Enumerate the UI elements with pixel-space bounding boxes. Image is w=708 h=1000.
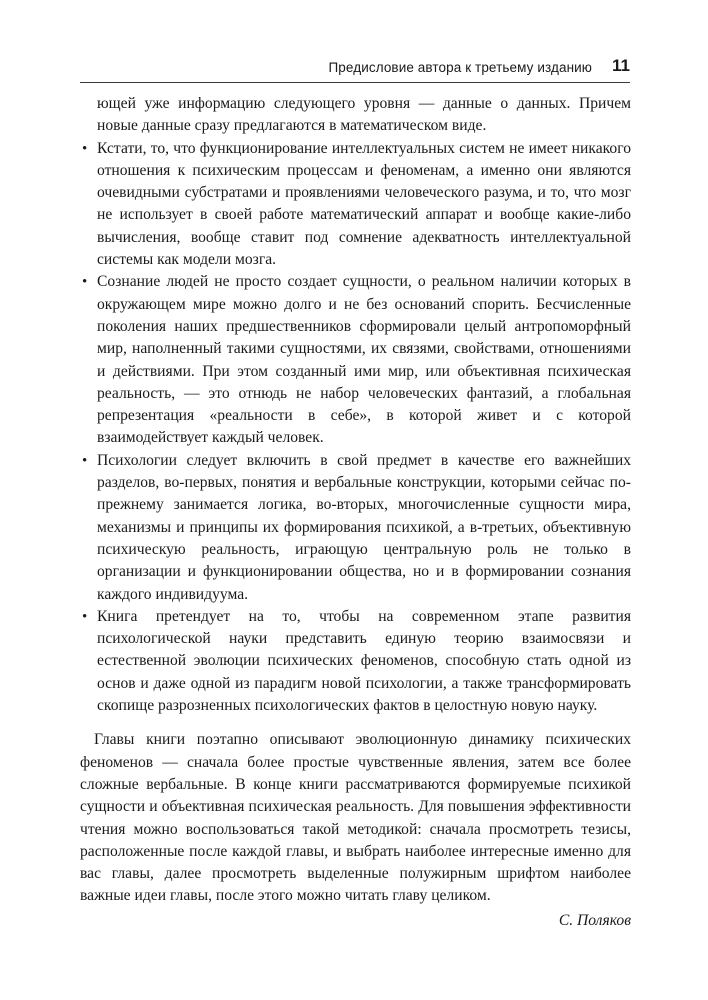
bullet-text: Сознание людей не просто создает сущности, о реальном наличии которых в окружающем мире можно долго и не без оснований спорить. Бесчисленные поколения наших предшественников сформировали целый антропоморфный мир, наполненный такими сущностями, их связями, свойствами, отношениями и действиями. При этом созданный ими мир, или объективная психическая реальность, — это отнюдь не набор человеческих фантазий, а глобальная репрезентация «реальности в себе», в которой живет и с которой взаимодействует каждый человек. — [97, 273, 631, 447]
bullet-list — [80, 138, 631, 718]
running-header-title: Предисловие автора к третьему изданию — [328, 60, 592, 75]
bullet-item — [80, 450, 631, 606]
bullet-text: Книга претендует на то, чтобы на современном этапе развития психологической науки представить единую теорию взаимосвязи и естественной эволюции психических феноменов, способную стать одной из основ и даже одной из парадигм новой психологии, а также трансформировать скопище разрозненных психологических фактов в целостную новую науку. — [97, 607, 631, 715]
bullet-marker-icon: • — [82, 452, 88, 469]
continuation-text: ющей уже информацию следующего уровня — данные о данных. Причем новые данные сразу предлагаются в математическом виде. — [97, 95, 631, 135]
page-number: 11 — [612, 56, 630, 75]
bullet-item — [80, 271, 631, 449]
bullet-text: Кстати, то, что функционирование интеллектуальных систем не имеет никакого отношения к психическим процессам и феноменам, а именно они являются очевидными субстратами и проявлениями человеческого разума, и то, что мозг не использует в своей работе математический аппарат и вообще какие-либо вычисления, вообще ставит под сомнение адекватность интеллектуальной системы как модели мозга. — [97, 139, 631, 269]
page-body — [80, 93, 631, 932]
closing-paragraph: Главы книги поэтапно описывают эволюционную динамику психических феноменов — сначала более простые чувственные явления, затем все более сложные вербальные. В конце книги рассматриваются формируемые психикой сущности и объективная психическая реальность. Для повышения эффективности чтения можно воспользоваться такой методикой: сначала просмотреть тезисы, расположенные после каждой главы, и выбрать наиболее интересные именно для вас главы, далее просмотреть выделенные полужирным шрифтом наиболее важные идеи главы, после этого можно читать главу целиком. — [80, 731, 631, 905]
bullet-marker-icon: • — [82, 140, 88, 157]
bullet-item — [80, 138, 631, 272]
author-signature: С. Поляков — [558, 911, 631, 929]
bullet-text: Психологии следует включить в свой предмет в качестве его важнейших разделов, во-первых, понятия и вербальные конструкции, которыми сейчас по-прежнему занимается логика, во-вторых, многочисленные сущности мира, механизмы и принципы их формирования психикой, а в-третьих, объективную психическую реальность, играющую центральную роль не только в организации и функционировании общества, но и в формировании сознания каждого индивидуума. — [97, 451, 631, 603]
bullet-marker-icon: • — [82, 608, 88, 625]
bullet-item — [80, 606, 631, 717]
bullet-marker-icon: • — [82, 274, 88, 291]
running-header — [80, 52, 630, 83]
